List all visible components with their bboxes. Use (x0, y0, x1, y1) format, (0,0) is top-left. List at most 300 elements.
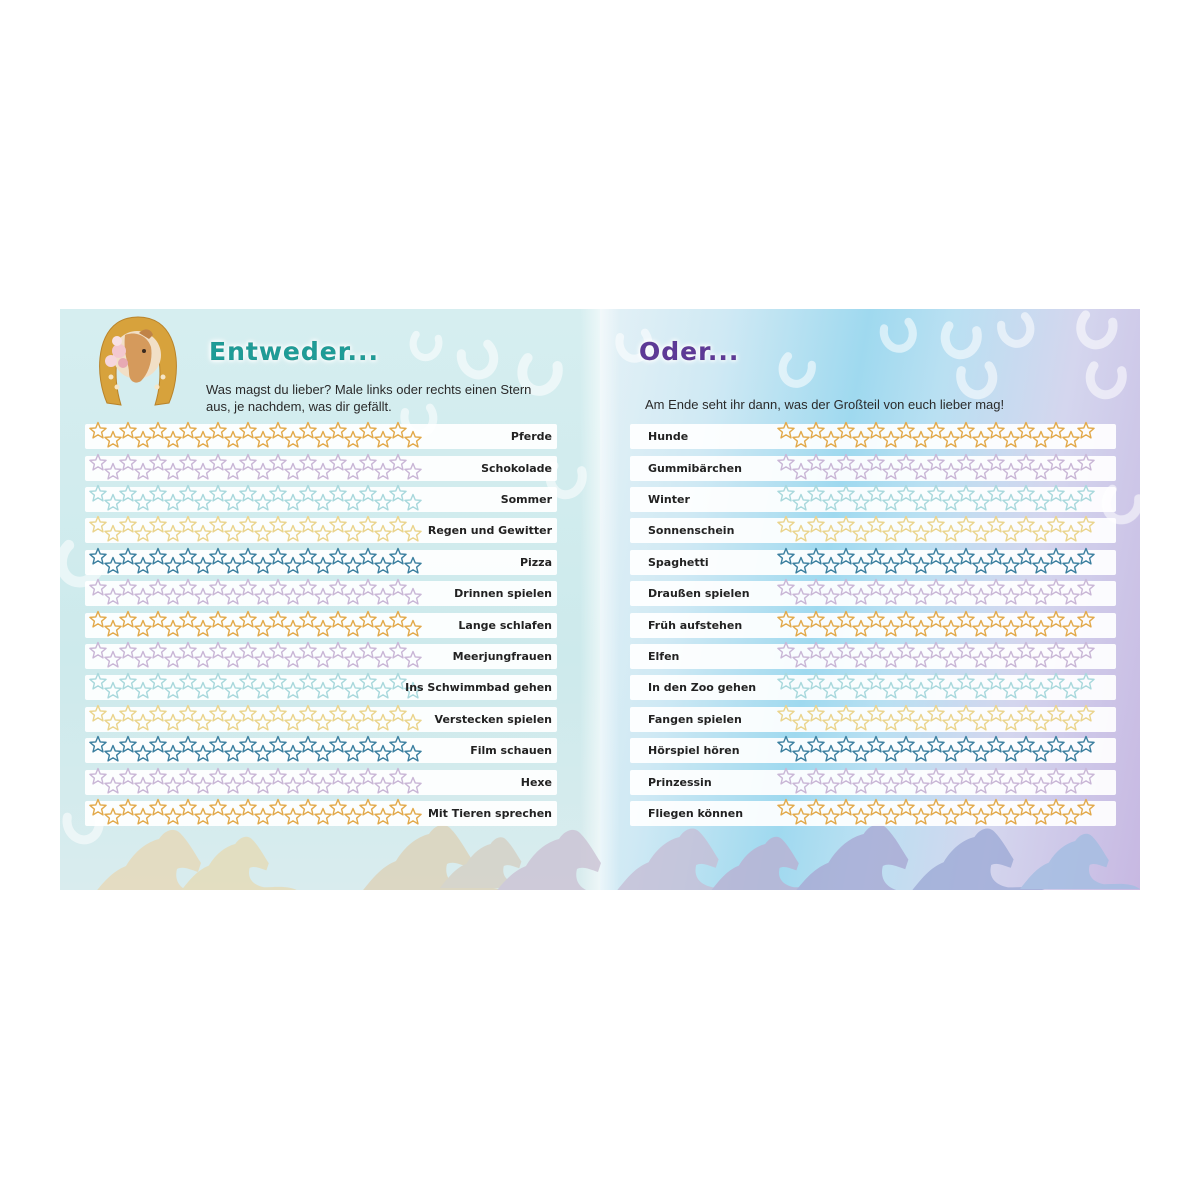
star-icon[interactable] (300, 486, 316, 501)
star-icon[interactable] (390, 737, 406, 752)
star-icon[interactable] (405, 432, 421, 447)
star-icon[interactable] (195, 746, 211, 761)
star-icon[interactable] (105, 652, 121, 667)
star-icon[interactable] (958, 769, 974, 784)
star-icon[interactable] (793, 526, 809, 541)
star-icon[interactable] (330, 706, 346, 721)
star-icon[interactable] (240, 612, 256, 627)
star-icon[interactable] (330, 549, 346, 564)
star-icon[interactable] (195, 809, 211, 824)
star-icon[interactable] (150, 800, 166, 815)
star-icon[interactable] (225, 589, 241, 604)
star-icon[interactable] (315, 715, 331, 730)
star-icon[interactable] (1063, 526, 1079, 541)
star-icon[interactable] (330, 643, 346, 658)
star-icon[interactable] (928, 800, 944, 815)
star-icon[interactable] (255, 495, 271, 510)
star-icon[interactable] (823, 652, 839, 667)
star-icon[interactable] (898, 737, 914, 752)
star-icon[interactable] (255, 464, 271, 479)
star-icon[interactable] (1003, 464, 1019, 479)
star-icon[interactable] (973, 778, 989, 793)
star-icon[interactable] (255, 589, 271, 604)
star-icon[interactable] (405, 809, 421, 824)
star-icon[interactable] (90, 423, 106, 438)
star-icon[interactable] (853, 558, 869, 573)
star-icon[interactable] (375, 715, 391, 730)
star-icon[interactable] (778, 517, 794, 532)
star-icon[interactable] (1078, 486, 1094, 501)
star-icon[interactable] (823, 526, 839, 541)
star-icon[interactable] (973, 809, 989, 824)
star-icon[interactable] (943, 495, 959, 510)
star-icon[interactable] (255, 432, 271, 447)
star-icon[interactable] (988, 800, 1004, 815)
star-icon[interactable] (90, 769, 106, 784)
star-icon[interactable] (988, 423, 1004, 438)
star-icon[interactable] (868, 580, 884, 595)
star-icon[interactable] (270, 549, 286, 564)
star-icon[interactable] (105, 715, 121, 730)
star-icon[interactable] (1078, 549, 1094, 564)
star-icon[interactable] (90, 737, 106, 752)
star-icon[interactable] (285, 683, 301, 698)
star-icon[interactable] (375, 621, 391, 636)
star-icon[interactable] (90, 580, 106, 595)
star-icon[interactable] (928, 643, 944, 658)
star-icon[interactable] (958, 800, 974, 815)
star-icon[interactable] (225, 683, 241, 698)
star-icon[interactable] (823, 464, 839, 479)
star-icon[interactable] (823, 715, 839, 730)
star-icon[interactable] (360, 423, 376, 438)
star-icon[interactable] (240, 423, 256, 438)
star-icon[interactable] (958, 549, 974, 564)
star-icon[interactable] (778, 612, 794, 627)
star-icon[interactable] (285, 652, 301, 667)
star-icon[interactable] (1033, 778, 1049, 793)
star-icon[interactable] (315, 683, 331, 698)
star-icon[interactable] (853, 432, 869, 447)
star-icon[interactable] (973, 558, 989, 573)
star-icon[interactable] (270, 769, 286, 784)
star-icon[interactable] (868, 769, 884, 784)
star-icon[interactable] (270, 737, 286, 752)
star-icon[interactable] (240, 769, 256, 784)
star-icon[interactable] (315, 526, 331, 541)
star-icon[interactable] (375, 526, 391, 541)
star-icon[interactable] (105, 621, 121, 636)
star-icon[interactable] (240, 455, 256, 470)
star-icon[interactable] (255, 746, 271, 761)
star-icon[interactable] (300, 800, 316, 815)
star-icon[interactable] (1048, 769, 1064, 784)
star-icon[interactable] (330, 455, 346, 470)
star-icon[interactable] (943, 558, 959, 573)
star-icon[interactable] (180, 517, 196, 532)
star-icon[interactable] (210, 612, 226, 627)
star-icon[interactable] (390, 423, 406, 438)
star-icon[interactable] (210, 549, 226, 564)
star-icon[interactable] (973, 683, 989, 698)
star-icon[interactable] (838, 643, 854, 658)
star-icon[interactable] (405, 558, 421, 573)
star-icon[interactable] (150, 612, 166, 627)
star-icon[interactable] (823, 495, 839, 510)
star-icon[interactable] (1018, 737, 1034, 752)
star-icon[interactable] (973, 432, 989, 447)
star-icon[interactable] (868, 549, 884, 564)
star-icon[interactable] (973, 715, 989, 730)
star-icon[interactable] (240, 674, 256, 689)
star-icon[interactable] (195, 589, 211, 604)
star-icon[interactable] (180, 455, 196, 470)
star-icon[interactable] (105, 746, 121, 761)
star-icon[interactable] (210, 769, 226, 784)
star-icon[interactable] (90, 612, 106, 627)
star-icon[interactable] (150, 517, 166, 532)
star-icon[interactable] (315, 464, 331, 479)
star-icon[interactable] (793, 715, 809, 730)
star-icon[interactable] (778, 549, 794, 564)
star-icon[interactable] (135, 683, 151, 698)
star-icon[interactable] (345, 683, 361, 698)
star-icon[interactable] (853, 495, 869, 510)
star-icon[interactable] (270, 455, 286, 470)
star-icon[interactable] (375, 809, 391, 824)
star-icon[interactable] (345, 526, 361, 541)
star-icon[interactable] (195, 715, 211, 730)
star-icon[interactable] (270, 612, 286, 627)
star-icon[interactable] (823, 746, 839, 761)
star-icon[interactable] (135, 621, 151, 636)
star-icon[interactable] (1033, 652, 1049, 667)
star-icon[interactable] (1063, 652, 1079, 667)
star-icon[interactable] (150, 486, 166, 501)
star-icon[interactable] (315, 558, 331, 573)
star-icon[interactable] (1063, 558, 1079, 573)
star-icon[interactable] (1018, 549, 1034, 564)
star-icon[interactable] (270, 800, 286, 815)
star-icon[interactable] (330, 612, 346, 627)
star-icon[interactable] (1048, 455, 1064, 470)
star-icon[interactable] (90, 643, 106, 658)
star-icon[interactable] (225, 558, 241, 573)
star-icon[interactable] (135, 809, 151, 824)
star-icon[interactable] (315, 621, 331, 636)
star-icon[interactable] (793, 652, 809, 667)
star-icon[interactable] (150, 737, 166, 752)
star-icon[interactable] (1048, 423, 1064, 438)
star-icon[interactable] (315, 652, 331, 667)
star-icon[interactable] (1003, 715, 1019, 730)
star-icon[interactable] (898, 549, 914, 564)
star-icon[interactable] (150, 706, 166, 721)
star-icon[interactable] (225, 652, 241, 667)
star-icon[interactable] (988, 769, 1004, 784)
star-icon[interactable] (883, 464, 899, 479)
star-icon[interactable] (195, 621, 211, 636)
star-icon[interactable] (300, 517, 316, 532)
star-icon[interactable] (913, 495, 929, 510)
star-icon[interactable] (1018, 800, 1034, 815)
star-icon[interactable] (853, 621, 869, 636)
star-icon[interactable] (300, 612, 316, 627)
star-icon[interactable] (778, 643, 794, 658)
star-icon[interactable] (1063, 778, 1079, 793)
star-icon[interactable] (285, 526, 301, 541)
star-icon[interactable] (150, 580, 166, 595)
star-icon[interactable] (1063, 621, 1079, 636)
star-icon[interactable] (778, 455, 794, 470)
star-icon[interactable] (793, 495, 809, 510)
star-icon[interactable] (808, 612, 824, 627)
star-icon[interactable] (913, 558, 929, 573)
star-icon[interactable] (405, 464, 421, 479)
star-icon[interactable] (1003, 652, 1019, 667)
star-icon[interactable] (390, 580, 406, 595)
star-icon[interactable] (958, 737, 974, 752)
star-icon[interactable] (1033, 746, 1049, 761)
star-icon[interactable] (255, 715, 271, 730)
star-icon[interactable] (390, 769, 406, 784)
star-icon[interactable] (793, 464, 809, 479)
star-icon[interactable] (195, 778, 211, 793)
star-icon[interactable] (360, 769, 376, 784)
star-icon[interactable] (943, 746, 959, 761)
star-icon[interactable] (210, 423, 226, 438)
star-icon[interactable] (240, 549, 256, 564)
star-icon[interactable] (270, 674, 286, 689)
star-icon[interactable] (165, 746, 181, 761)
star-icon[interactable] (778, 769, 794, 784)
star-icon[interactable] (973, 652, 989, 667)
star-icon[interactable] (390, 706, 406, 721)
star-icon[interactable] (808, 549, 824, 564)
star-icon[interactable] (868, 706, 884, 721)
star-icon[interactable] (105, 558, 121, 573)
star-icon[interactable] (345, 495, 361, 510)
star-icon[interactable] (180, 769, 196, 784)
star-icon[interactable] (823, 683, 839, 698)
star-icon[interactable] (285, 809, 301, 824)
star-icon[interactable] (1048, 706, 1064, 721)
star-icon[interactable] (1033, 464, 1049, 479)
star-icon[interactable] (1048, 737, 1064, 752)
star-icon[interactable] (150, 549, 166, 564)
star-icon[interactable] (988, 706, 1004, 721)
star-icon[interactable] (300, 769, 316, 784)
star-icon[interactable] (165, 495, 181, 510)
star-icon[interactable] (195, 432, 211, 447)
star-icon[interactable] (90, 706, 106, 721)
star-icon[interactable] (793, 778, 809, 793)
star-icon[interactable] (300, 706, 316, 721)
star-icon[interactable] (195, 683, 211, 698)
star-icon[interactable] (105, 809, 121, 824)
star-icon[interactable] (390, 800, 406, 815)
star-icon[interactable] (180, 580, 196, 595)
star-icon[interactable] (240, 517, 256, 532)
star-icon[interactable] (973, 495, 989, 510)
star-icon[interactable] (1033, 432, 1049, 447)
star-icon[interactable] (165, 778, 181, 793)
star-icon[interactable] (1063, 432, 1079, 447)
star-icon[interactable] (988, 486, 1004, 501)
star-icon[interactable] (135, 432, 151, 447)
star-icon[interactable] (958, 423, 974, 438)
star-icon[interactable] (988, 455, 1004, 470)
star-icon[interactable] (255, 778, 271, 793)
star-icon[interactable] (345, 558, 361, 573)
star-icon[interactable] (853, 589, 869, 604)
star-icon[interactable] (1018, 517, 1034, 532)
star-icon[interactable] (868, 423, 884, 438)
star-icon[interactable] (255, 558, 271, 573)
star-icon[interactable] (1033, 558, 1049, 573)
star-icon[interactable] (165, 683, 181, 698)
star-icon[interactable] (360, 455, 376, 470)
star-icon[interactable] (1003, 589, 1019, 604)
star-icon[interactable] (240, 737, 256, 752)
star-icon[interactable] (913, 526, 929, 541)
star-icon[interactable] (883, 432, 899, 447)
star-icon[interactable] (225, 526, 241, 541)
star-icon[interactable] (868, 612, 884, 627)
star-icon[interactable] (883, 652, 899, 667)
star-icon[interactable] (883, 495, 899, 510)
star-icon[interactable] (135, 652, 151, 667)
star-icon[interactable] (973, 526, 989, 541)
star-icon[interactable] (928, 455, 944, 470)
star-icon[interactable] (405, 526, 421, 541)
star-icon[interactable] (300, 455, 316, 470)
star-icon[interactable] (943, 683, 959, 698)
star-icon[interactable] (180, 423, 196, 438)
star-icon[interactable] (135, 526, 151, 541)
star-icon[interactable] (345, 621, 361, 636)
star-icon[interactable] (1063, 495, 1079, 510)
star-icon[interactable] (315, 432, 331, 447)
star-icon[interactable] (345, 589, 361, 604)
star-icon[interactable] (958, 486, 974, 501)
star-icon[interactable] (883, 558, 899, 573)
star-icon[interactable] (1063, 589, 1079, 604)
star-icon[interactable] (1033, 683, 1049, 698)
star-icon[interactable] (135, 558, 151, 573)
star-icon[interactable] (240, 643, 256, 658)
star-icon[interactable] (808, 517, 824, 532)
star-icon[interactable] (390, 643, 406, 658)
star-icon[interactable] (1003, 621, 1019, 636)
star-icon[interactable] (255, 621, 271, 636)
star-icon[interactable] (390, 612, 406, 627)
star-icon[interactable] (1033, 589, 1049, 604)
star-icon[interactable] (793, 683, 809, 698)
star-icon[interactable] (360, 486, 376, 501)
star-icon[interactable] (90, 549, 106, 564)
star-icon[interactable] (898, 486, 914, 501)
star-icon[interactable] (853, 464, 869, 479)
star-icon[interactable] (928, 612, 944, 627)
star-icon[interactable] (868, 455, 884, 470)
star-icon[interactable] (210, 800, 226, 815)
star-icon[interactable] (913, 778, 929, 793)
star-icon[interactable] (285, 558, 301, 573)
star-icon[interactable] (793, 621, 809, 636)
star-icon[interactable] (210, 486, 226, 501)
star-icon[interactable] (105, 778, 121, 793)
star-icon[interactable] (270, 643, 286, 658)
star-icon[interactable] (180, 486, 196, 501)
star-icon[interactable] (270, 580, 286, 595)
star-icon[interactable] (255, 526, 271, 541)
star-icon[interactable] (90, 517, 106, 532)
star-icon[interactable] (180, 674, 196, 689)
star-icon[interactable] (210, 737, 226, 752)
star-icon[interactable] (973, 589, 989, 604)
star-icon[interactable] (285, 432, 301, 447)
star-icon[interactable] (180, 612, 196, 627)
star-icon[interactable] (1033, 621, 1049, 636)
star-icon[interactable] (180, 549, 196, 564)
star-icon[interactable] (1003, 683, 1019, 698)
star-icon[interactable] (210, 455, 226, 470)
star-icon[interactable] (838, 423, 854, 438)
star-icon[interactable] (375, 432, 391, 447)
star-icon[interactable] (270, 706, 286, 721)
star-icon[interactable] (120, 643, 136, 658)
star-icon[interactable] (838, 769, 854, 784)
star-icon[interactable] (778, 737, 794, 752)
star-icon[interactable] (898, 612, 914, 627)
star-icon[interactable] (928, 549, 944, 564)
star-icon[interactable] (1063, 683, 1079, 698)
star-icon[interactable] (958, 455, 974, 470)
star-icon[interactable] (1018, 423, 1034, 438)
star-icon[interactable] (898, 517, 914, 532)
star-icon[interactable] (285, 746, 301, 761)
star-icon[interactable] (1078, 737, 1094, 752)
star-icon[interactable] (240, 580, 256, 595)
star-icon[interactable] (165, 621, 181, 636)
star-icon[interactable] (360, 643, 376, 658)
star-icon[interactable] (958, 517, 974, 532)
star-icon[interactable] (913, 464, 929, 479)
star-icon[interactable] (360, 517, 376, 532)
star-icon[interactable] (898, 674, 914, 689)
star-icon[interactable] (360, 737, 376, 752)
star-icon[interactable] (90, 800, 106, 815)
star-icon[interactable] (105, 495, 121, 510)
star-icon[interactable] (838, 800, 854, 815)
star-icon[interactable] (1078, 612, 1094, 627)
star-icon[interactable] (913, 746, 929, 761)
star-icon[interactable] (1048, 549, 1064, 564)
star-icon[interactable] (853, 652, 869, 667)
star-icon[interactable] (375, 652, 391, 667)
star-icon[interactable] (120, 612, 136, 627)
star-icon[interactable] (943, 621, 959, 636)
star-icon[interactable] (105, 589, 121, 604)
star-icon[interactable] (913, 809, 929, 824)
star-icon[interactable] (928, 769, 944, 784)
star-icon[interactable] (823, 621, 839, 636)
star-icon[interactable] (898, 455, 914, 470)
star-icon[interactable] (195, 558, 211, 573)
star-icon[interactable] (165, 464, 181, 479)
star-icon[interactable] (180, 706, 196, 721)
